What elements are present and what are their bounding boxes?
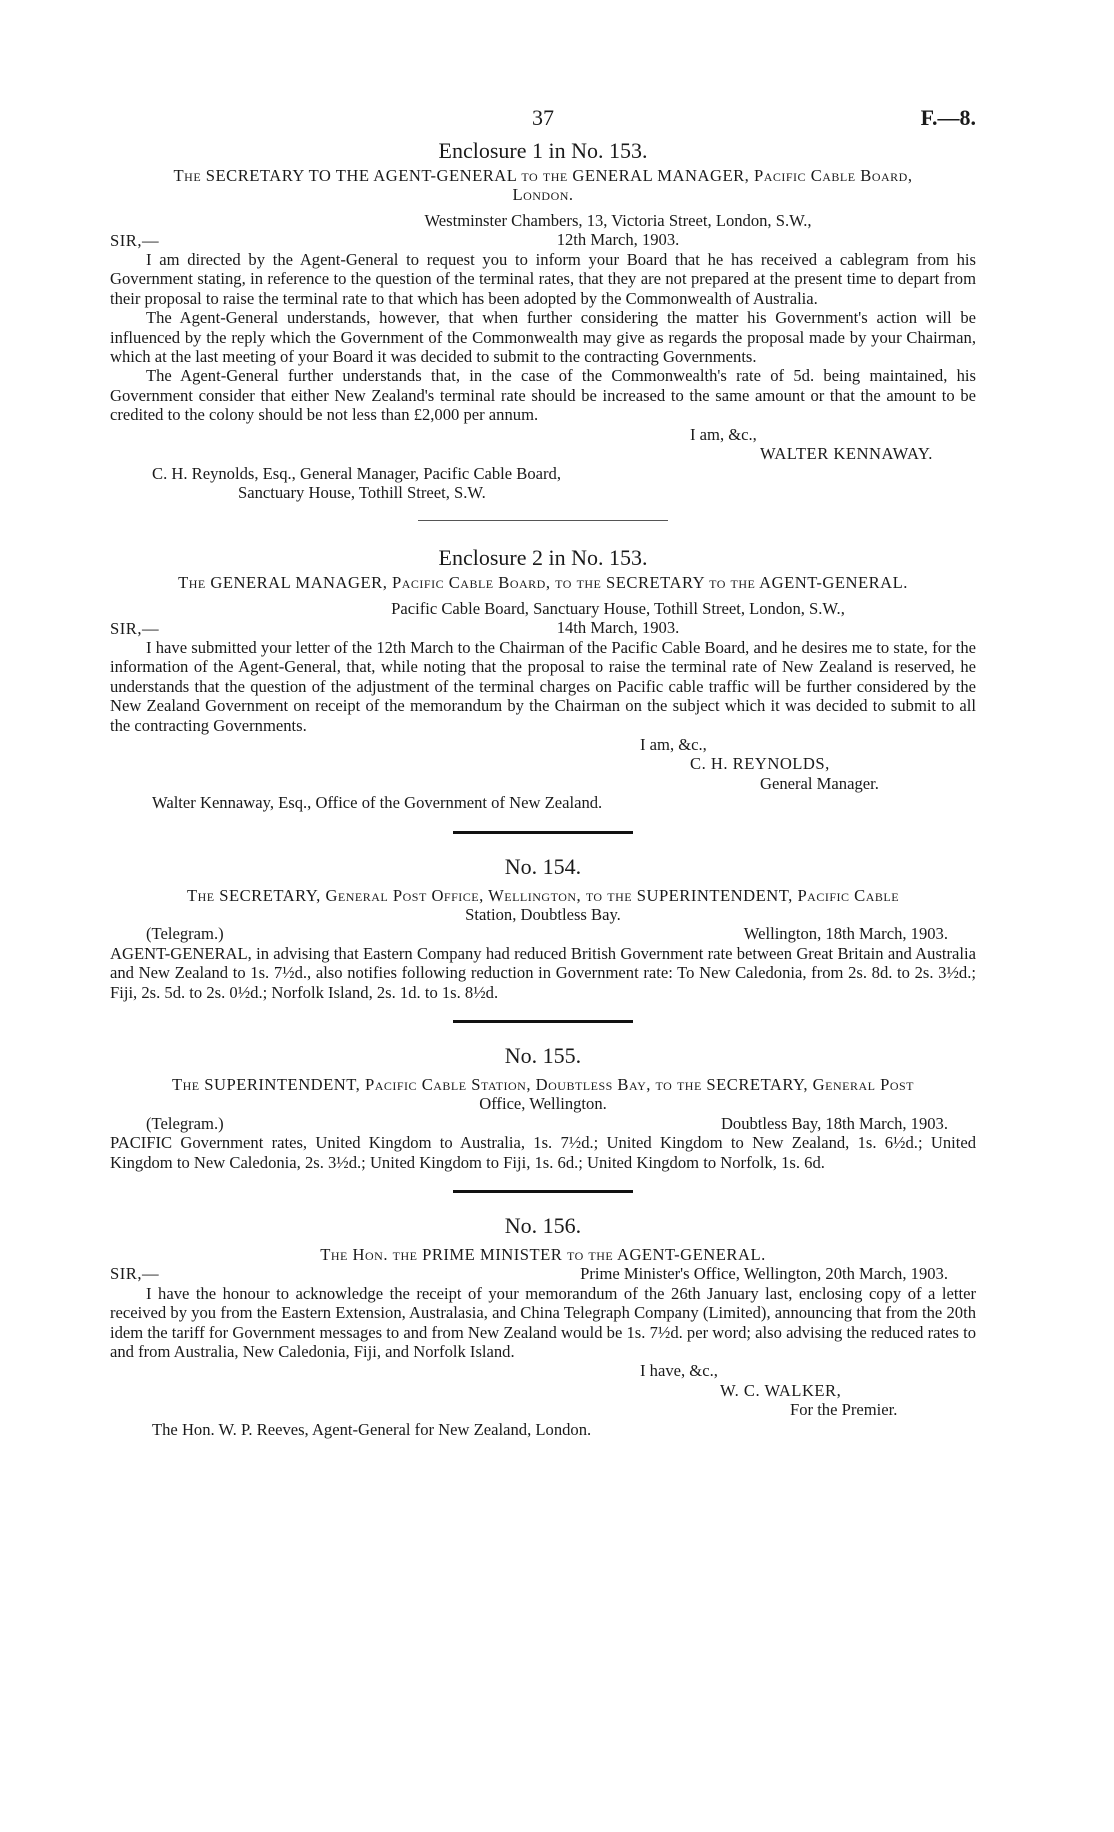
no-156-place-date: Prime Minister's Office, Wellington, 20th March, 1903. bbox=[580, 1264, 948, 1284]
enclosure-1-paragraph-2: The Agent-General understands, however, that when further considering the matter his Government's action will be influenced by the reply which the Government of the Commonwealth may give as regards the proposal made by your Chairman, which at the last meeting of your Board it was decided to submit to the contracting Governments. bbox=[110, 308, 976, 367]
enclosure-1-paragraph-3: The Agent-General further understands that, in the case of the Commonwealth's rate of 5d. being maintained, his Government consider that either New Zealand's terminal rate should be increased to the same amount or that the amount to be credited to the colony should be not less than £2,000 per annum. bbox=[110, 366, 976, 425]
no-154-telegram-label: (Telegram.) bbox=[146, 924, 224, 944]
enclosure-1-address-line-1: The SECRETARY TO THE AGENT-GENERAL to the GENERAL MANAGER, Pacific Cable Board, bbox=[173, 166, 913, 185]
enclosure-1-salutation: SIR,— bbox=[110, 230, 160, 250]
enclosure-2-addressee: Walter Kennaway, Esq., Office of the Government of New Zealand. bbox=[152, 793, 603, 813]
no-156-closing: I have, &c., bbox=[640, 1361, 718, 1381]
enclosure-1-closing: I am, &c., bbox=[690, 424, 757, 444]
no-155-heading: No. 155. bbox=[504, 1043, 582, 1069]
no-154-address-line-2: Station, Doubtless Bay. bbox=[465, 905, 621, 924]
no-155-telegram-row bbox=[110, 1114, 976, 1133]
no-156-signature: W. C. WALKER, bbox=[720, 1380, 842, 1400]
no-154-heading: No. 154. bbox=[504, 853, 582, 879]
no-155-text: PACIFIC Government rates, United Kingdom to Australia, 1s. 7½d.; United Kingdom to New Zealand, 1s. 6½d.; United Kingdom to New Caledonia, 2s. 3½d.; United Kingdom to Fiji, 1s. 6d.; United Kingdom to Norfolk, 1s. 6d. bbox=[110, 1133, 976, 1172]
enclosure-2-signature: C. H. REYNOLDS, bbox=[690, 754, 830, 774]
document-page bbox=[110, 100, 976, 1439]
enclosure-2-place: Pacific Cable Board, Sanctuary House, Tothill Street, London, S.W., bbox=[391, 598, 845, 618]
no-156-salutation-row bbox=[110, 1264, 976, 1283]
no-156-paragraph: I have the honour to acknowledge the receipt of your memorandum of the 26th January last, enclosing copy of a letter received by you from the Eastern Extension, Australasia, and China Telegraph Company (Limited), announcing that from the 20th idem the tariff for Government messages to and from New Zealand would be 1s. 7½d. per word; also advising the reduced rates to and from Australia, New Caledonia, Fiji, and Norfolk Island. bbox=[110, 1283, 976, 1362]
no-156-address-line: The Hon. the PRIME MINISTER to the AGENT-GENERAL. bbox=[320, 1245, 766, 1265]
session-reference: F.—8. bbox=[920, 105, 976, 130]
enclosure-2-address-line: The GENERAL MANAGER, Pacific Cable Board, to the SECRETARY to the AGENT-GENERAL. bbox=[178, 573, 908, 593]
document-155 bbox=[110, 1043, 976, 1172]
enclosure-2-salutation: SIR,— bbox=[110, 618, 160, 638]
enclosure-2-paragraph: I have submitted your letter of the 12th March to the Chairman of the Pacific Cable Board, and he desires me to state, for the information of the Agent-General, that, while noting that the proposal to raise the terminal rate of New Zealand is reserved, he understands that the question of the adjustment of the terminal charges on Pacific cable traffic will be further considered by the New Zealand Government on receipt of the memorandum by the Chairman on the subject which it was decided to submit to all the contracting Governments. bbox=[110, 637, 976, 735]
no-155-address-line-2: Office, Wellington. bbox=[479, 1094, 607, 1114]
enclosure-1-date: 12th March, 1903. bbox=[556, 230, 680, 250]
no-156-heading: No. 156. bbox=[504, 1213, 582, 1239]
section-divider-thick bbox=[453, 1020, 633, 1023]
enclosure-1-signature: WALTER KENNAWAY. bbox=[760, 444, 933, 464]
enclosure-2 bbox=[110, 545, 976, 812]
section-divider bbox=[418, 520, 668, 521]
page-number: 37 bbox=[532, 105, 554, 130]
enclosure-1-addressee-line-2: Sanctuary House, Tothill Street, S.W. bbox=[238, 482, 486, 502]
no-156-salutation: SIR,— bbox=[110, 1264, 160, 1284]
enclosure-1 bbox=[110, 138, 976, 502]
enclosure-2-heading: Enclosure 2 in No. 153. bbox=[438, 545, 648, 571]
no-155-telegram-label: (Telegram.) bbox=[146, 1113, 224, 1133]
no-154-text: AGENT-GENERAL, in advising that Eastern Company had reduced British Government rate between Great Britain and Australia and New Zealand to 1s. 7½d., also notifies following reduction in Government rate: To New Caledonia, from 2s. 8d. to 2s. 3½d.; Fiji, 2s. 5d. to 2s. 0½d.; Norfolk Island, 2s. 1d. to 1s. 8½d. bbox=[110, 943, 976, 1002]
enclosure-1-paragraph-1: I am directed by the Agent-General to request you to inform your Board that he has received a cablegram from his Government stating, in reference to the question of the terminal rates, that they are not prepared at the present time to depart from their proposal to raise the terminal rate to that which has been adopted by the Commonwealth of Australia. bbox=[110, 250, 976, 308]
document-154 bbox=[110, 854, 976, 1002]
no-154-address-line-1: The SECRETARY, General Post Office, Wellington, to the SUPERINTENDENT, Pacific Cable bbox=[186, 885, 900, 905]
enclosure-1-address-line-2: London. bbox=[512, 185, 574, 205]
enclosure-1-heading: Enclosure 1 in No. 153. bbox=[438, 138, 648, 163]
no-154-telegram-row bbox=[110, 924, 976, 943]
section-divider-thick bbox=[453, 1190, 633, 1193]
no-156-title: For the Premier. bbox=[790, 1400, 898, 1420]
no-154-place-date: Wellington, 18th March, 1903. bbox=[743, 924, 948, 944]
enclosure-2-date: 14th March, 1903. bbox=[556, 618, 680, 638]
document-156 bbox=[110, 1213, 976, 1439]
enclosure-1-place: Westminster Chambers, 13, Victoria Street, London, S.W., bbox=[424, 210, 812, 230]
enclosure-2-closing: I am, &c., bbox=[640, 734, 707, 754]
page-header bbox=[110, 100, 976, 134]
no-156-addressee: The Hon. W. P. Reeves, Agent-General for New Zealand, London. bbox=[152, 1419, 592, 1439]
no-155-place-date: Doubtless Bay, 18th March, 1903. bbox=[720, 1113, 948, 1133]
section-divider-thick bbox=[453, 831, 633, 834]
no-155-address-line-1: The SUPERINTENDENT, Pacific Cable Station, Doubtless Bay, to the SECRETARY, General Post bbox=[171, 1075, 915, 1095]
enclosure-2-title: General Manager. bbox=[760, 773, 879, 793]
enclosure-1-addressee-line-1: C. H. Reynolds, Esq., General Manager, Pacific Cable Board, bbox=[152, 463, 562, 483]
